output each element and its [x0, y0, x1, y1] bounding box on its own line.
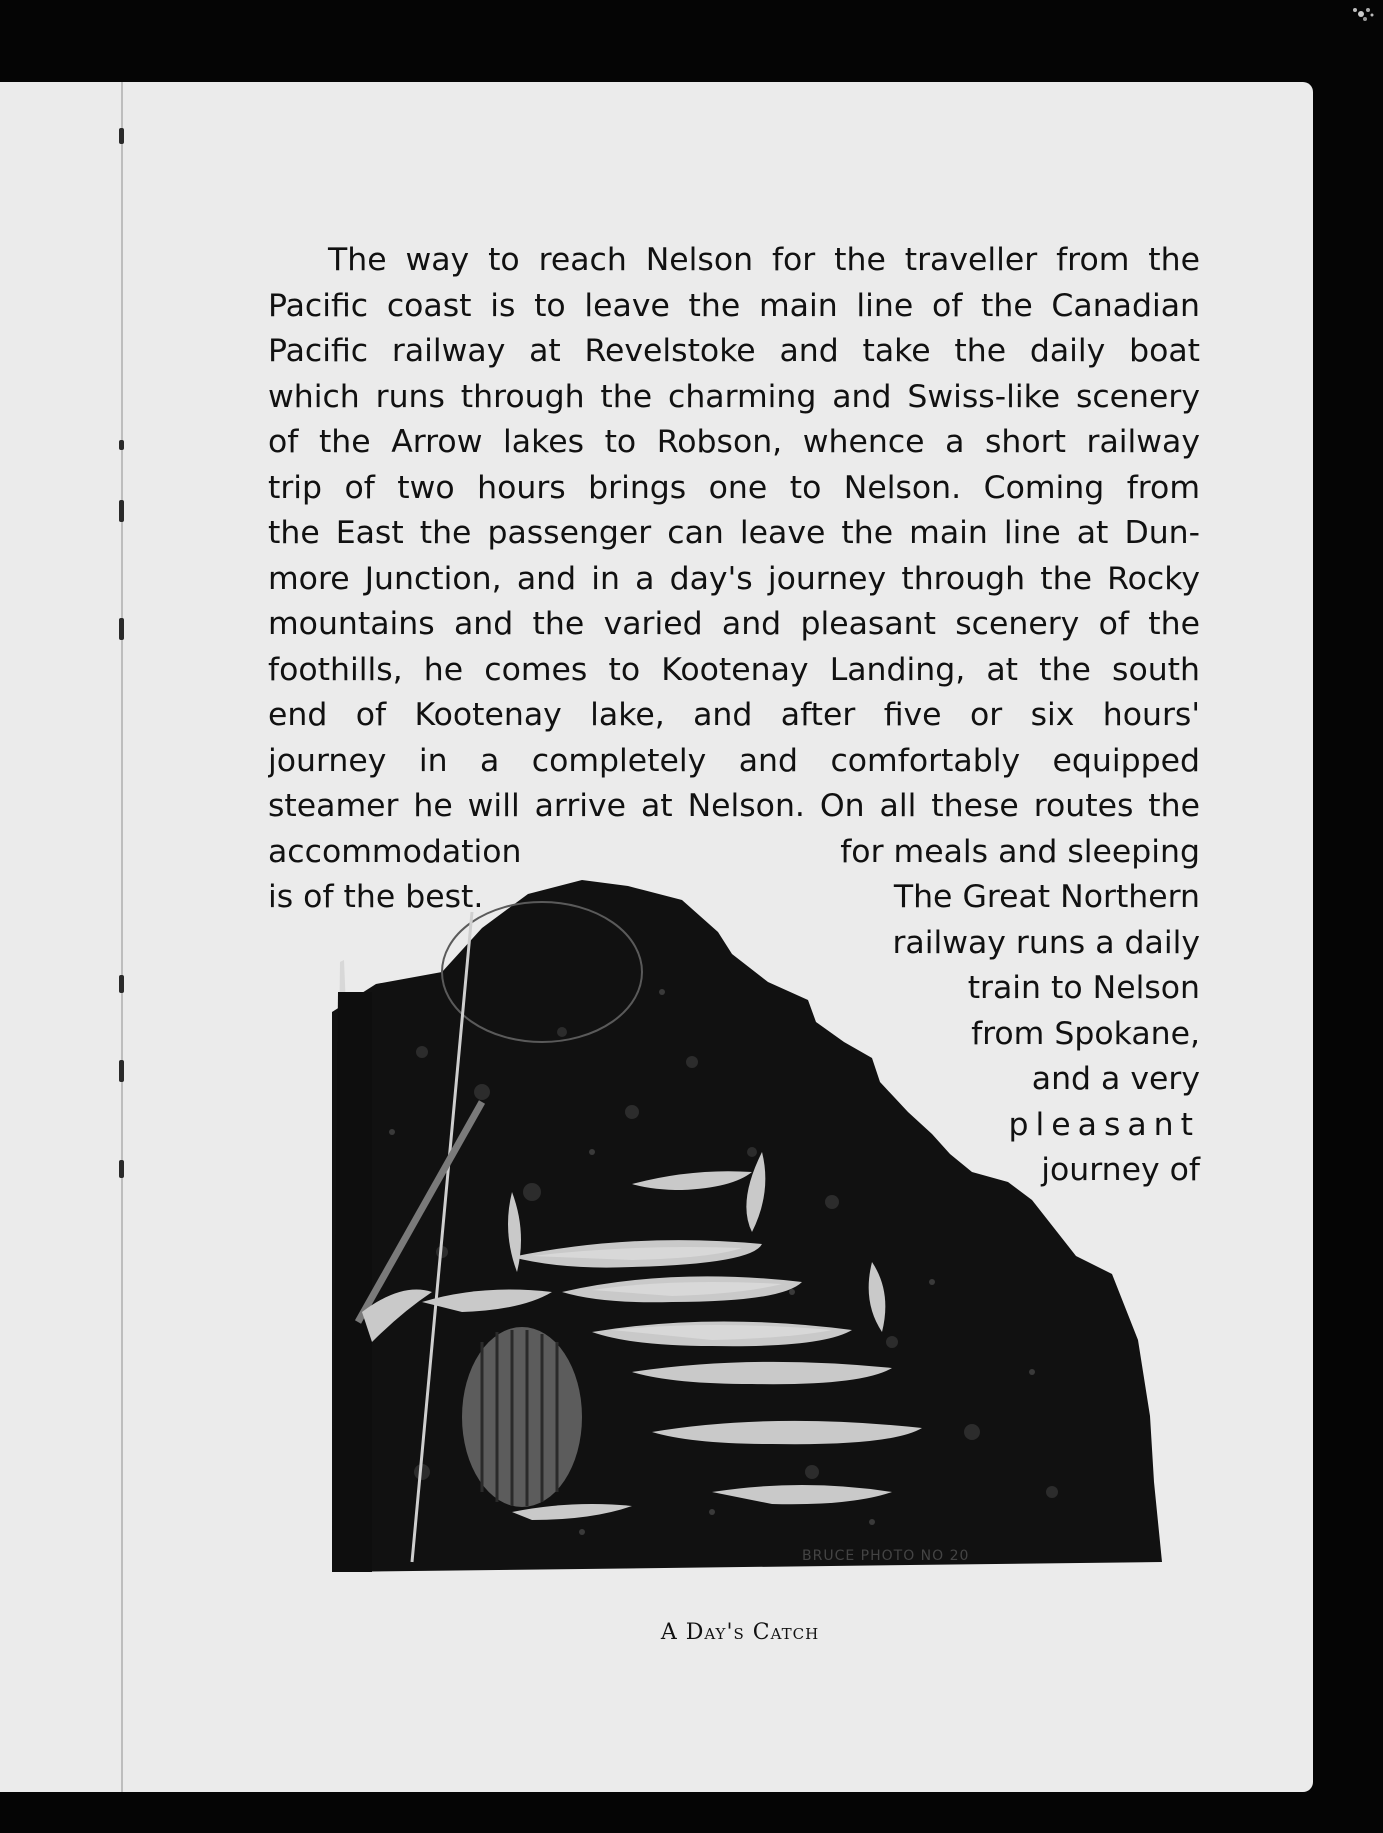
text-line: of the Arrow lakes to Robson, whence a short railway — [268, 424, 1200, 460]
fold-mark — [119, 1160, 124, 1178]
text-line: trip of two hours brings one to Nelson. Coming from — [268, 469, 1200, 506]
text-line-wrapped: railway runs a daily — [892, 924, 1200, 961]
fishing-photo-image — [332, 872, 1162, 1572]
page-fold — [121, 82, 123, 1792]
text-line: end of Kootenay lake, and after five or six hours' — [268, 697, 1200, 733]
text-line-wrapped: from Spokane, — [971, 1015, 1200, 1052]
text-line: mountains and the varied and pleasant scenery of the — [268, 606, 1200, 642]
text-line-left: accommodation — [268, 833, 522, 870]
fold-mark — [119, 440, 124, 450]
text-line: Pacific coast is to leave the main line of the Canadian — [268, 287, 1200, 324]
text-line: foothills, he comes to Kootenay Landing, at the south — [268, 651, 1200, 688]
text-line-split — [268, 830, 1200, 876]
text-line: steamer he will arrive at Nelson. On all these routes the — [268, 788, 1200, 824]
text-line: the East the passenger can leave the main line at Dun- — [268, 515, 1200, 551]
text-line-left: is of the best. — [268, 879, 484, 915]
fold-mark — [119, 618, 124, 640]
text-line-right: for meals and sleeping — [840, 833, 1200, 870]
text-line-wrapped: and a very — [1031, 1061, 1200, 1097]
text-line-wrapped: journey of — [1041, 1152, 1200, 1188]
fold-mark — [119, 128, 124, 144]
fold-mark — [119, 500, 124, 522]
text-line: journey in a completely and comfortably equipped — [268, 742, 1200, 779]
photo-caption: A Day's Catch — [660, 1620, 820, 1645]
text-line-wrapped: pleasant — [1008, 1106, 1200, 1143]
text-line-right: The Great Northern — [893, 879, 1200, 915]
text-line: Pacific railway at Revelstoke and take the daily boat — [268, 333, 1200, 369]
scan-specks — [1347, 2, 1377, 26]
fold-mark — [119, 1060, 124, 1082]
text-line-wrapped: train to Nelson — [967, 970, 1200, 1006]
fold-mark — [119, 975, 124, 993]
text-line: The way to reach Nelson for the traveller from the — [328, 242, 1200, 278]
plate-mark: BRUCE PHOTO NO 20 — [802, 1548, 970, 1564]
fishing-photo — [332, 872, 1162, 1572]
text-line: which runs through the charming and Swiss-like scenery — [268, 378, 1200, 415]
body-text — [268, 238, 1200, 1188]
text-line: more Junction, and in a day's journey through the Rocky — [268, 560, 1200, 597]
